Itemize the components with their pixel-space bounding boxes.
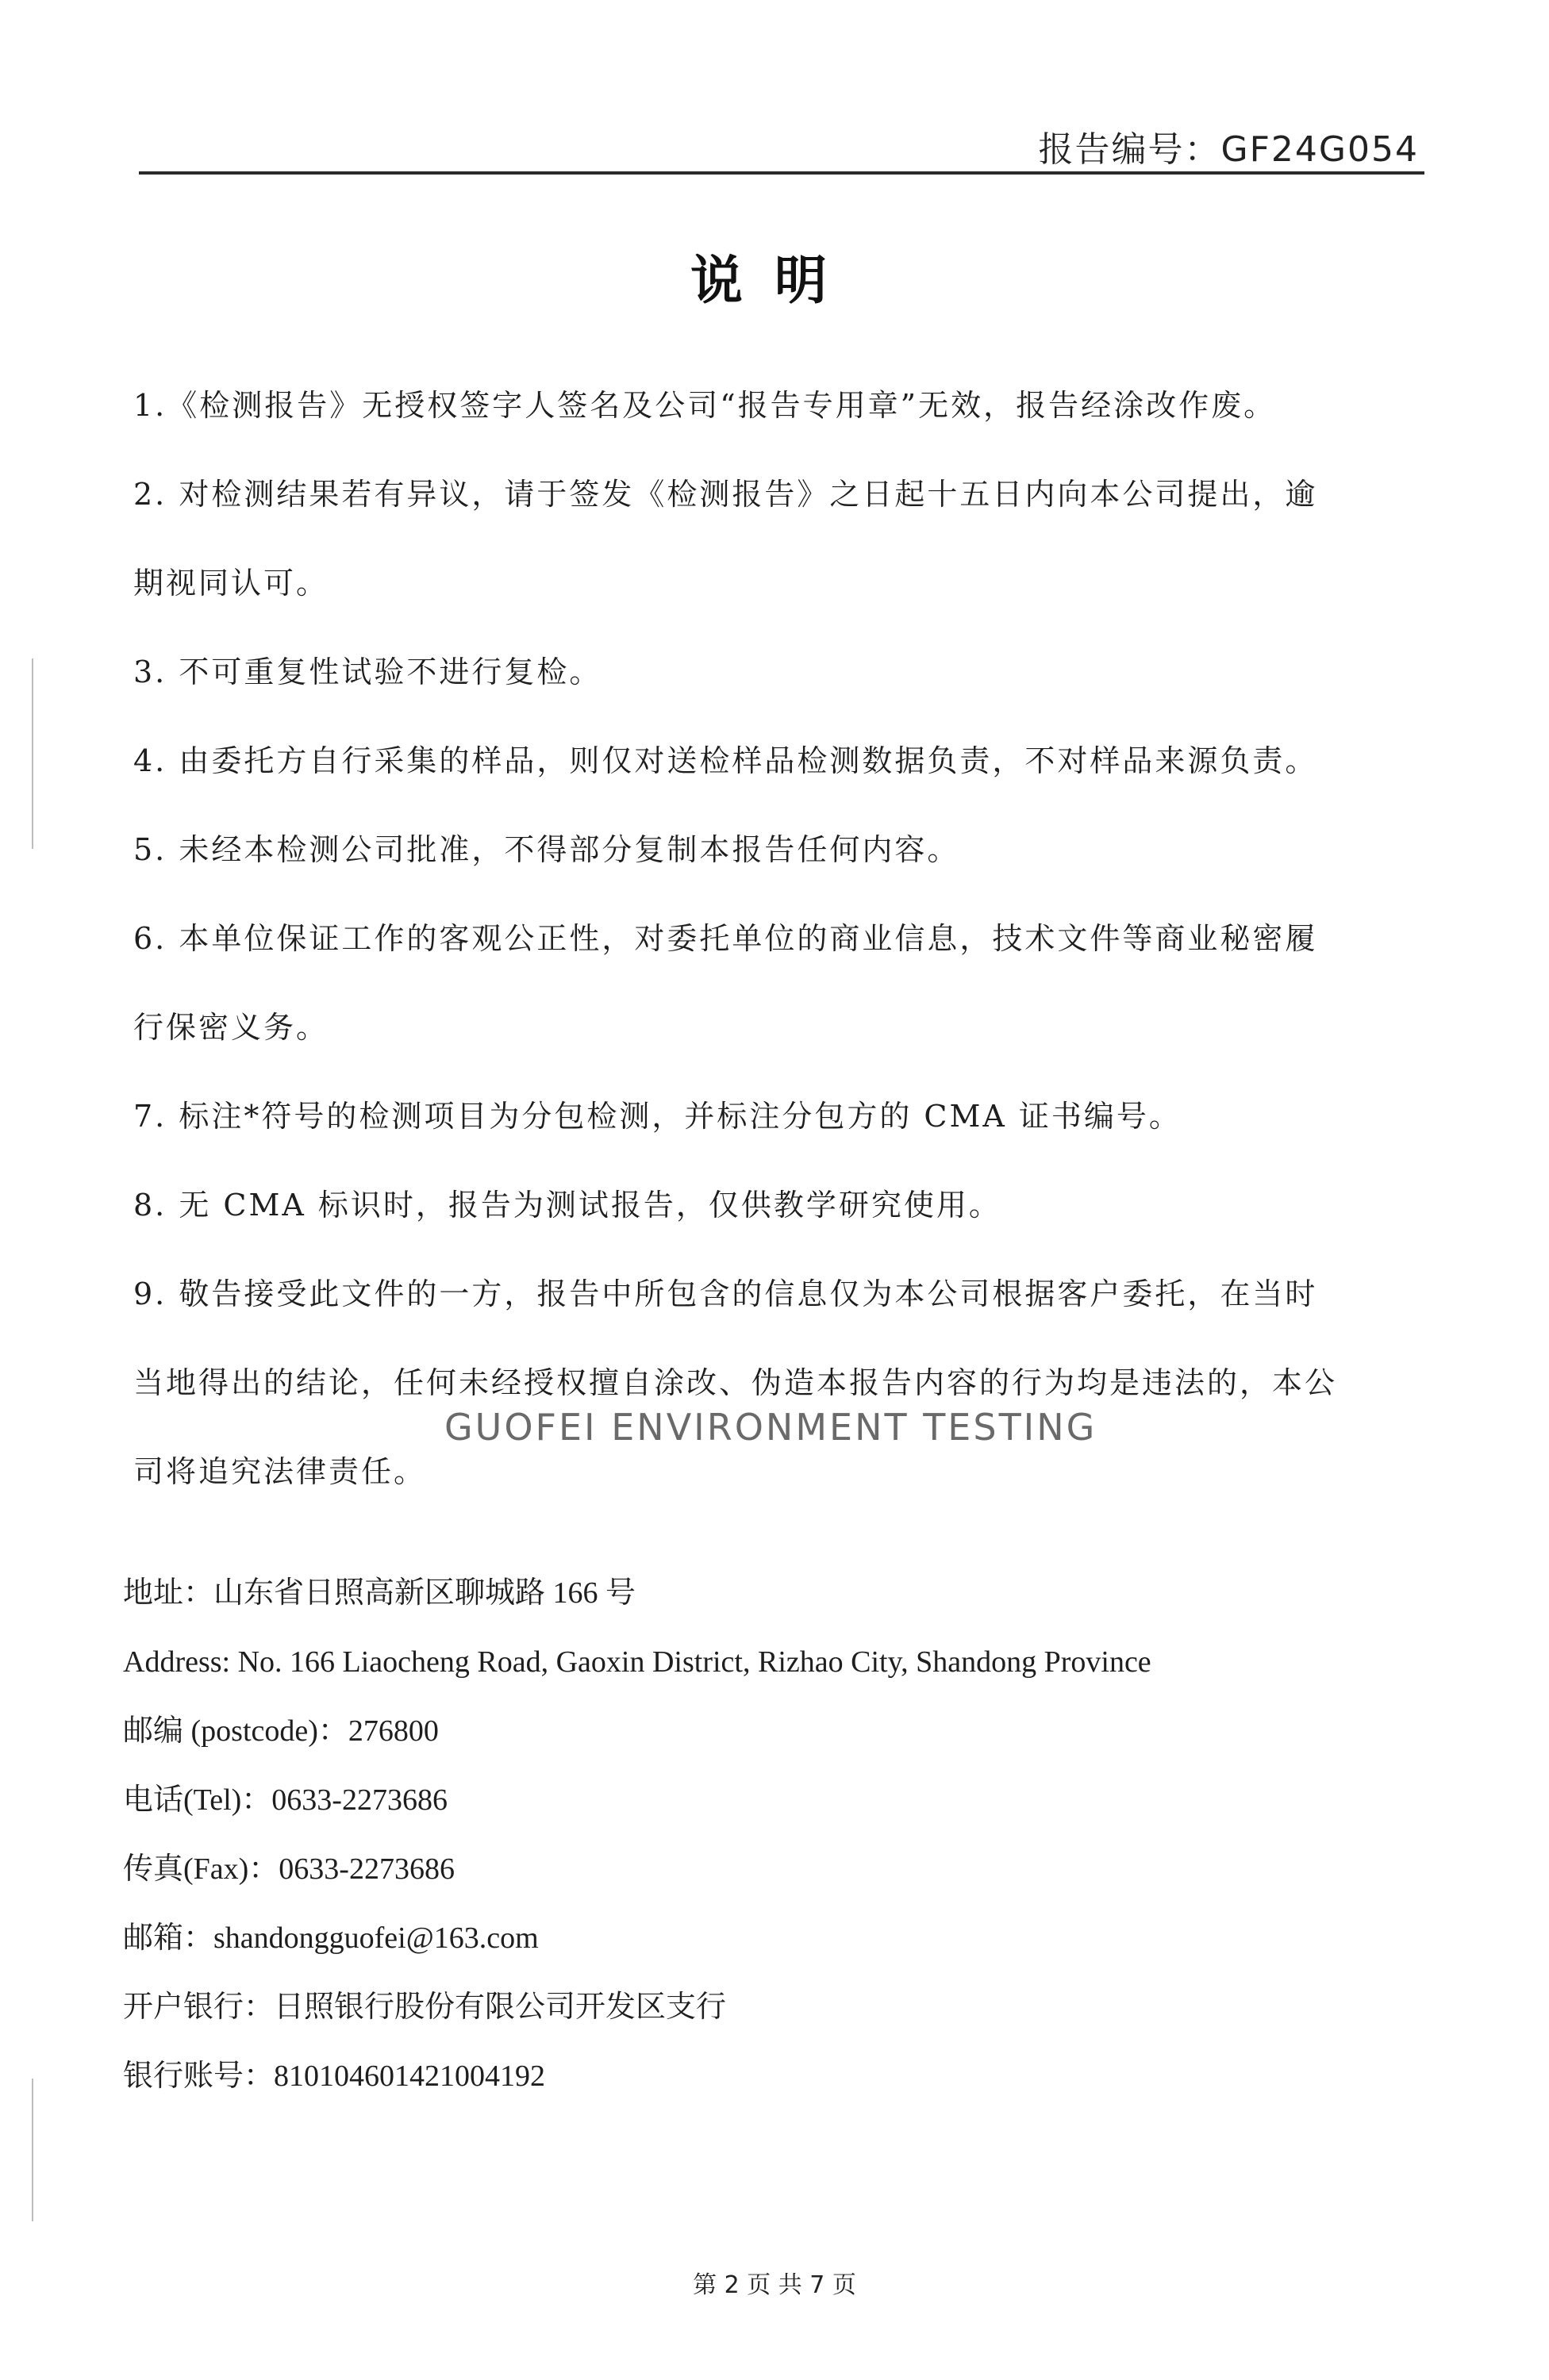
company-watermark: GUOFEI ENVIRONMENT TESTING [444, 1406, 1097, 1449]
postcode: 邮编 (postcode)：276800 [123, 1714, 439, 1748]
report-number: 报告编号：GF24G054 [1038, 129, 1419, 170]
telephone: 电话(Tel)：0633-2273686 [123, 1783, 448, 1817]
page-title: 说明 [690, 250, 859, 311]
email: 邮箱：shandongguofei@163.com [123, 1921, 539, 1955]
note-line: 期视同认可。 [133, 566, 329, 601]
note-line: 3. 不可重复性试验不进行复检。 [133, 654, 602, 689]
scan-edge-line [32, 2079, 33, 2221]
note-line: 8. 无 CMA 标识时，报告为测试报告，仅供教学研究使用。 [133, 1188, 1001, 1223]
note-line: 7. 标注*符号的检测项目为分包检测，并标注分包方的 CMA 证书编号。 [133, 1099, 1182, 1134]
page-number: 第 2 页 共 7 页 [693, 2271, 856, 2299]
note-line: 司将追究法律责任。 [133, 1454, 427, 1489]
note-line: 9. 敬告接受此文件的一方，报告中所包含的信息仅为本公司根据客户委托，在当时 [133, 1276, 1318, 1311]
scan-edge-line [32, 658, 33, 849]
note-line: 4. 由委托方自行采集的样品，则仅对送检样品检测数据负责，不对样品来源负责。 [133, 743, 1318, 778]
note-line: 当地得出的结论，任何未经授权擅自涂改、伪造本报告内容的行为均是违法的，本公 [133, 1365, 1338, 1400]
note-line: 5. 未经本检测公司批准，不得部分复制本报告任何内容。 [133, 832, 960, 867]
header-divider [139, 171, 1424, 175]
note-line: 6. 本单位保证工作的客观公正性，对委托单位的商业信息，技术文件等商业秘密履 [133, 921, 1318, 956]
address-cn: 地址：山东省日照高新区聊城路 166 号 [123, 1576, 636, 1610]
bank-name: 开户银行：日照银行股份有限公司开发区支行 [123, 1990, 727, 2024]
fax: 传真(Fax)：0633-2273686 [123, 1852, 455, 1886]
note-line: 2. 对检测结果若有异议，请于签发《检测报告》之日起十五日内向本公司提出，逾 [133, 477, 1318, 512]
contact-block [123, 1559, 1456, 2111]
notes-list [133, 361, 1435, 1516]
bank-account: 银行账号：810104601421004192 [123, 2059, 546, 2093]
note-line: 1.《检测报告》无授权签字人签名及公司“报告专用章”无效，报告经涂改作废。 [133, 388, 1277, 423]
address-en: Address: No. 166 Liaocheng Road, Gaoxin District, Rizhao City, Shandong Province [123, 1645, 1151, 1679]
note-line: 行保密义务。 [133, 1010, 329, 1045]
